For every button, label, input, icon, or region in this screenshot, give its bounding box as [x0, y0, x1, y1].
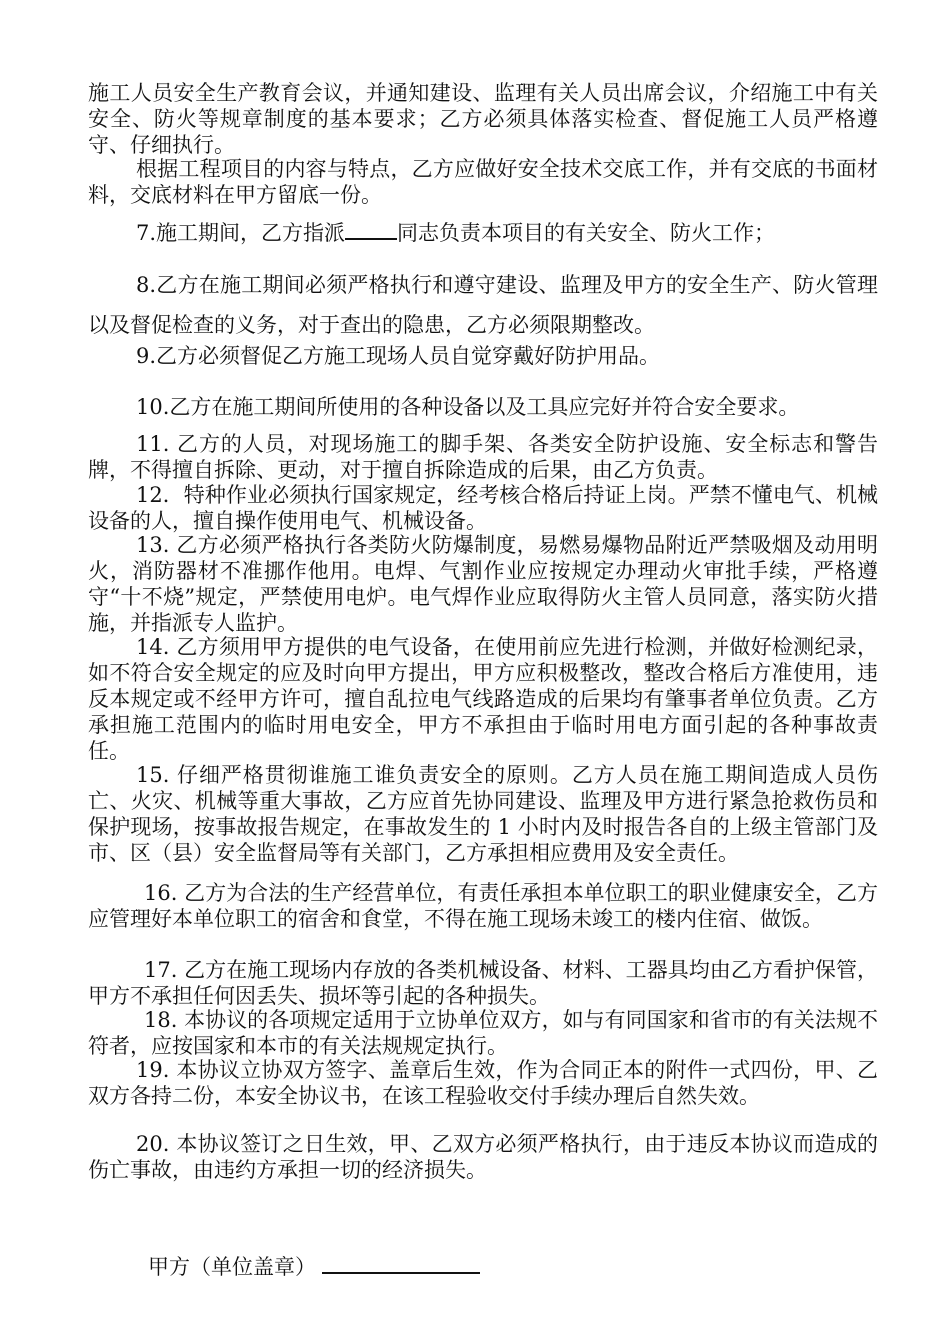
paragraph-8: 8.乙方在施工期间必须严格执行和遵守建设、监理及甲方的安全生产、防火管理以及督促检查的义务，对于查出的隐患，乙方必须限期整改。 [88, 273, 878, 337]
paragraph-7 [88, 220, 878, 246]
paragraph-safety-disclosure: 根据工程项目的内容与特点，乙方应做好安全技术交底工作，并有交底的书面材料，交底材料在甲方留底一份。 [88, 157, 878, 207]
paragraph-16: 16. 乙方为合法的生产经营单位，有责任承担本单位职工的职业健康安全，乙方应管理好本单位职工的宿舍和食堂，不得在施工现场未竣工的楼内住宿、做饭。 [88, 881, 878, 931]
signature-party-a [148, 1252, 480, 1280]
party-a-signature-line[interactable] [322, 1252, 480, 1274]
paragraph-continuation: 施工人员安全生产教育会议，并通知建设、监理有关人员出席会议，介绍施工中有关安全、防火等规章制度的基本要求；乙方必须具体落实检查、督促施工人员严格遵守、仔细执行。 [88, 81, 878, 157]
paragraph-19: 19. 本协议立协双方签字、盖章后生效，作为合同正本的附件一式四份，甲、乙双方各持二份，本安全协议书，在该工程验收交付手续办理后自然失效。 [88, 1058, 878, 1108]
paragraph-17: 17. 乙方在施工现场内存放的各类机械设备、材料、工器具均由乙方看护保管，甲方不承担任何因丢失、损坏等引起的各种损失。 [88, 958, 878, 1008]
responsible-person-blank [345, 220, 397, 240]
party-a-label: 甲方（单位盖章） [148, 1255, 316, 1279]
paragraph-10: 10.乙方在施工期间所使用的各种设备以及工具应完好并符合安全要求。 [136, 395, 800, 419]
paragraph-7-after: 同志负责本项目的有关安全、防火工作； [397, 221, 776, 245]
paragraph-11: 11. 乙方的人员，对现场施工的脚手架、各类安全防护设施、安全标志和警告牌，不得擅自拆除、更动，对于擅自拆除造成的后果，由乙方负责。 [88, 432, 878, 482]
paragraph-7-before: 7.施工期间，乙方指派 [136, 221, 346, 245]
paragraph-12: 12．特种作业必须执行国家规定，经考核合格后持证上岗。严禁不懂电气、机械设备的人，擅自操作使用电气、机械设备。 [88, 483, 878, 533]
paragraph-18: 18. 本协议的各项规定适用于立协单位双方，如与有同国家和省市的有关法规不符者，应按国家和本市的有关法规规定执行。 [88, 1008, 878, 1058]
paragraph-9: 9.乙方必须督促乙方施工现场人员自觉穿戴好防护用品。 [136, 344, 661, 368]
paragraph-13: 13. 乙方必须严格执行各类防火防爆制度，易燃易爆物品附近严禁吸烟及动用明火，消防器材不准挪作他用。电焊、气割作业应按规定办理动火审批手续，严格遵守“十不烧”规定，严禁使用电炉。电气焊作业应取得防火主管人员同意，落实防火措施，并指派专人监护。 [88, 533, 878, 635]
paragraph-20: 20. 本协议签订之日生效，甲、乙双方必须严格执行，由于违反本协议而造成的伤亡事故，由违约方承担一切的经济损失。 [88, 1132, 878, 1182]
paragraph-14: 14. 乙方须用甲方提供的电气设备，在使用前应先进行检测，并做好检测纪录，如不符合安全规定的应及时向甲方提出，甲方应积极整改，整改合格后方准使用，违反本规定或不经甲方许可，擅自乱拉电气线路造成的后果均有肇事者单位负责。乙方承担施工范围内的临时用电安全，甲方不承担由于临时用电方面引起的各种事故责任。 [88, 635, 878, 763]
paragraph-15: 15. 仔细严格贯彻谁施工谁负责安全的原则。乙方人员在施工期间造成人员伤亡、火灾、机械等重大事故，乙方应首先协同建设、监理及甲方进行紧急抢救伤员和保护现场，按事故报告规定，在事故发生的 1 小时内及时报告各自的上级主管部门及市、区（县）安全监督局等有关部门，乙方承担相应费用及安全责任。 [88, 763, 878, 865]
